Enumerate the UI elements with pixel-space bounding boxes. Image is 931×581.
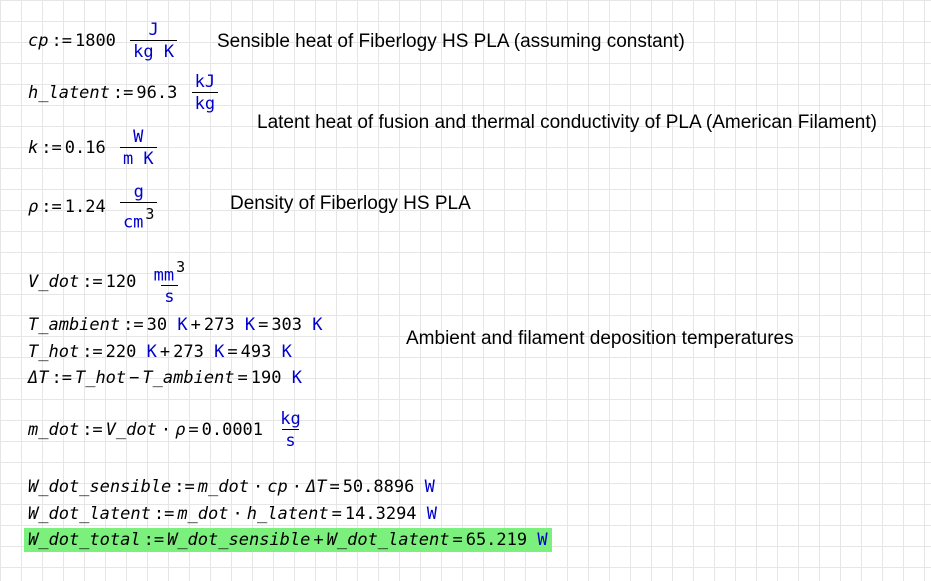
- equals-operator: =: [258, 315, 269, 335]
- define-operator: :=: [51, 368, 72, 388]
- unit-fraction: [151, 257, 189, 307]
- equals-operator: =: [452, 530, 463, 550]
- lhs-var: T_hot: [74, 368, 127, 388]
- var-name: k: [28, 138, 39, 158]
- plus-operator: +: [313, 530, 324, 550]
- plus-operator: +: [190, 315, 201, 335]
- unit-fraction: [120, 182, 158, 232]
- value: 96.3: [136, 83, 178, 103]
- unit-denominator-base: cm: [122, 212, 144, 233]
- factor-1: V_dot: [105, 420, 157, 440]
- result-unit: W: [537, 530, 548, 550]
- t-hot-definition[interactable]: [28, 342, 292, 362]
- term-b: 273: [203, 315, 235, 335]
- times-operator: ·: [252, 477, 264, 497]
- value: 1800: [74, 31, 116, 51]
- unit-fraction: [120, 127, 157, 169]
- result: 50.8896: [342, 477, 415, 497]
- minus-operator: −: [129, 368, 140, 388]
- unit-b: K: [214, 342, 225, 362]
- define-operator: :=: [41, 138, 62, 158]
- define-operator: :=: [174, 477, 195, 497]
- var-name: T_ambient: [28, 315, 121, 335]
- result: 0.0001: [201, 420, 264, 440]
- unit-fraction: [192, 72, 218, 114]
- var-name: W_dot_latent: [28, 504, 151, 524]
- rhs-var: T_ambient: [142, 368, 235, 388]
- w-dot-latent-definition[interactable]: [28, 504, 437, 524]
- t-ambient-definition[interactable]: [28, 315, 323, 335]
- result: 14.3294: [344, 504, 417, 524]
- var-name: cp: [28, 31, 49, 51]
- unit-fraction: [277, 409, 303, 451]
- result: 303: [271, 315, 303, 335]
- exponent: 3: [176, 258, 186, 276]
- equals-operator: =: [331, 504, 342, 524]
- define-operator: :=: [153, 504, 175, 524]
- exponent: 3: [145, 205, 155, 223]
- comment-temps[interactable]: Ambient and filament deposition temperatures: [406, 328, 794, 349]
- unit-fraction: [130, 20, 177, 62]
- factor-2: h_latent: [246, 504, 329, 524]
- term-a: 220: [105, 342, 137, 362]
- result-unit: W: [424, 477, 435, 497]
- equals-operator: =: [329, 477, 340, 497]
- var-name: h_latent: [28, 83, 110, 103]
- define-operator: :=: [82, 420, 103, 440]
- result-unit: W: [426, 504, 438, 524]
- unit-numerator: W: [133, 127, 144, 147]
- comment-cp[interactable]: Sensible heat of Fiberlogy HS PLA (assuming constant): [217, 31, 685, 52]
- term-b: W_dot_latent: [326, 530, 450, 550]
- equals-operator: =: [237, 368, 248, 388]
- value: 1.24: [64, 197, 106, 218]
- define-operator: :=: [82, 272, 103, 293]
- var-name: ΔT: [28, 368, 49, 388]
- unit-numerator-base: mm: [153, 265, 175, 286]
- unit-numerator: J: [148, 20, 159, 40]
- define-operator: :=: [51, 31, 72, 51]
- equals-operator: =: [188, 420, 199, 440]
- unit-numerator: kg: [280, 409, 301, 429]
- define-operator: :=: [143, 530, 165, 550]
- factor-2: ρ: [175, 420, 186, 440]
- var-name: ρ: [28, 197, 39, 218]
- factor-2: cp: [267, 477, 288, 497]
- unit-denominator: m K: [120, 147, 157, 169]
- result-unit: K: [291, 368, 302, 388]
- var-name: T_hot: [28, 342, 80, 362]
- value: 0.16: [64, 138, 106, 158]
- unit-a: K: [146, 342, 157, 362]
- define-operator: :=: [123, 315, 144, 335]
- plus-operator: +: [159, 342, 171, 362]
- cp-definition[interactable]: [28, 20, 181, 62]
- w-dot-total-definition[interactable]: [24, 528, 552, 552]
- times-operator: ·: [160, 420, 172, 440]
- result: 65.219: [465, 530, 528, 550]
- unit-denominator: kg K: [130, 40, 177, 62]
- unit-denominator: [120, 202, 158, 232]
- w-dot-sensible-definition[interactable]: [28, 477, 435, 497]
- var-name: W_dot_total: [28, 530, 141, 550]
- h-latent-definition[interactable]: [28, 72, 222, 114]
- comment-rho[interactable]: Density of Fiberlogy HS PLA: [230, 193, 471, 214]
- var-name: W_dot_sensible: [28, 477, 172, 497]
- factor-1: m_dot: [177, 504, 229, 524]
- define-operator: :=: [112, 83, 134, 103]
- comment-latent-k[interactable]: Latent heat of fusion and thermal conductivity of PLA (American Filament): [257, 112, 877, 133]
- factor-1: m_dot: [197, 477, 249, 497]
- result-unit: K: [312, 315, 323, 335]
- value: 120: [105, 272, 137, 293]
- unit-denominator: s: [161, 285, 177, 307]
- unit-numerator: g: [133, 182, 144, 202]
- term-a: W_dot_sensible: [167, 530, 311, 550]
- unit-numerator: kJ: [194, 72, 216, 92]
- unit-numerator: [151, 257, 189, 285]
- factor-3: ΔT: [305, 477, 327, 497]
- var-name: V_dot: [28, 272, 80, 293]
- term-b: 273: [173, 342, 204, 362]
- define-operator: :=: [41, 197, 62, 218]
- var-name: m_dot: [28, 420, 80, 440]
- result-unit: K: [281, 342, 292, 362]
- define-operator: :=: [82, 342, 103, 362]
- result: 190: [250, 368, 282, 388]
- k-definition[interactable]: [28, 127, 161, 169]
- unit-b: K: [244, 315, 256, 335]
- times-operator: ·: [232, 504, 243, 524]
- unit-a: K: [177, 315, 188, 335]
- equals-operator: =: [227, 342, 238, 362]
- unit-denominator: kg: [192, 92, 218, 114]
- result: 493: [240, 342, 272, 362]
- v-dot-definition[interactable]: [28, 257, 192, 307]
- unit-denominator: s: [282, 429, 298, 451]
- rho-definition[interactable]: [28, 182, 161, 232]
- times-operator-2: ·: [291, 477, 302, 497]
- m-dot-definition[interactable]: [28, 409, 308, 451]
- delta-t-definition[interactable]: [28, 368, 302, 388]
- term-a: 30: [146, 315, 168, 335]
